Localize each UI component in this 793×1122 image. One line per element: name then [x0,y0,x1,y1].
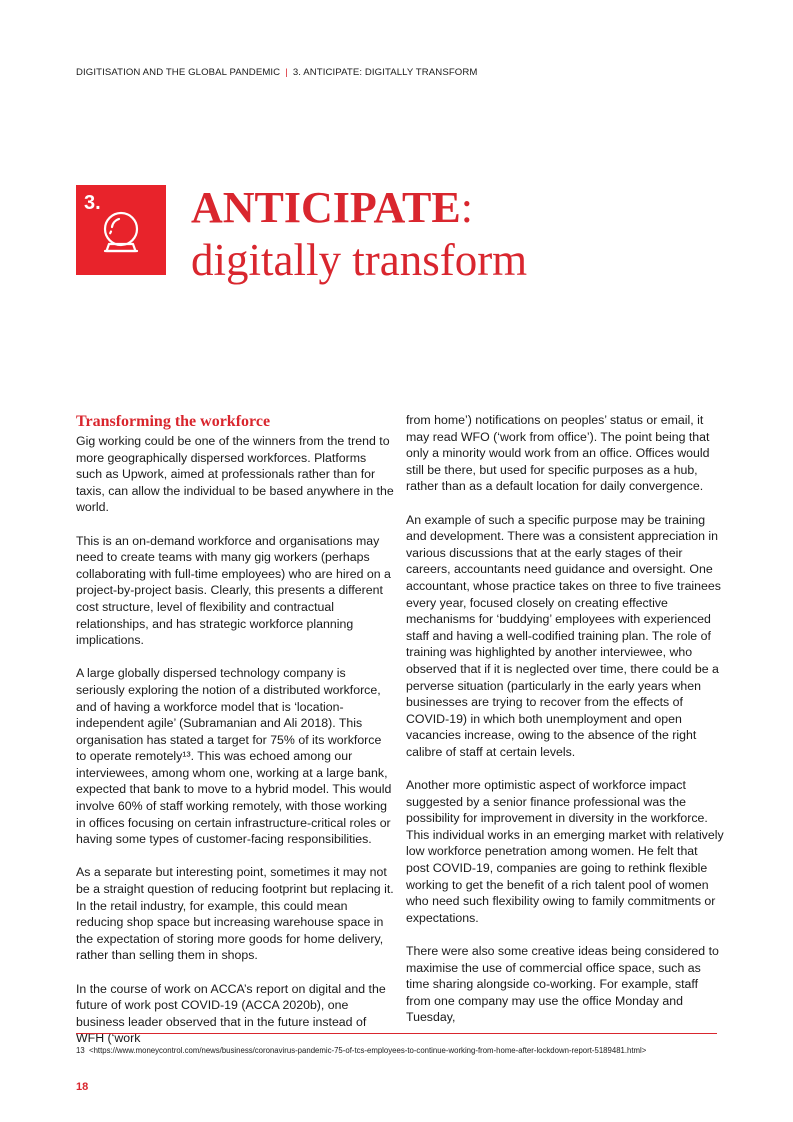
footnote [76,1046,646,1055]
section-heading: Transforming the workforce [76,413,271,430]
chapter-badge [76,185,166,275]
paragraph: from home’) notifications on peoples’ status or email, it may read WFO (‘work from office’). The point being that only a minority would work from an office. Offices would still be there, but used for specific purposes as a hub, rather than as a default location for daily convergence. [406,413,710,494]
paragraph: As a separate but interesting point, sometimes it may not be a straight question of reducing footprint but replacing it. In the retail industry, for example, this could mean reducing shop space but increasing warehouse space in the expectation of storing more goods for home delivery, rather than selling them in shops. [76,865,394,963]
header-separator: | [285,67,288,78]
header-chapter-title: 3. ANTICIPATE: DIGITALLY TRANSFORM [292,67,478,78]
paragraph: There were also some creative ideas being considered to maximise the use of commercial office space, such as time sharing alongside co-working. For example, staff from one company may use the office Monday and Tuesday, [406,944,719,1025]
paragraph: Another more optimistic aspect of workforce impact suggested by a senior finance professional was the possibility for improvement in diversity in the workforce. This individual works in an emerging market with relatively low workforce penetration among women. He felt that post COVID-19, companies are going to rethink flexible working to get the benefit of a rich talent pool of women who need such flexibility owing to family commitments or expectations. [406,778,724,925]
paragraph: An example of such a specific purpose may be training and development. There was a consistent appreciation in various discussions that at the early stages of their careers, accountants need guidance and oversight. One accountant, whose practice takes on three to five trainees every year, focused closely on creating effective mechanisms for ‘buddying’ employees with experienced staff and having a well-codified training plan. The role of training was highlighted by another interviewee, who observed that if it is neglected over time, there could be a perverse situation (particularly in the early years when businesses are trying to recover from the effects of COVID-19) in which both unemployment and open vacancies increase, owing to the absence of the right calibre of staff at certain levels. [406,512,721,759]
page-number: 18 [76,1081,89,1093]
chapter-title-colon: : [460,183,473,232]
paragraph: In the course of work on ACCA’s report on digital and the future of work post COVID-19 (ACCA 2020b), one business leader observed that in the future instead of WFH (‘work [76,981,386,1046]
paragraph: A large globally dispersed technology company is seriously exploring the notion of a distributed workforce, and of having a workforce model that is ‘location-independent agile’ (Subramanian and Ali 2018). This organisation has stated a target for 75% of its workforce to operate remotely¹³. This was echoed among our interviewees, among whom one, working at a large bank, expected that bank to move to a hybrid model. This would involve 60% of staff working remotely, with those working in offices focusing on certain infrastructure-critical roles or having some types of customer-facing responsibilities. [76,666,392,847]
chapter-title [191,183,473,233]
paragraph: This is an on-demand workforce and organisations may need to create teams with many gig workers (perhaps collaborating with full-time employees) who are hired on a project-by-project basis. Clearly, this presents a different cost structure, level of flexibility and contractual relationships, and has strategic workforce planning implications. [76,533,391,648]
footnote-divider [76,1033,717,1034]
chapter-title-main: ANTICIPATE [191,183,461,232]
paragraph: Gig working could be one of the winners from the trend to more geographically dispersed workforces. Platforms such as Upwork, aimed at professionals rather than for taxis, can allow the individual to be based anywhere in the world. [76,434,394,515]
footnote-link[interactable]: <https://www.moneycontrol.com/news/business/coronavirus-pandemic-75-of-tcs-employees-to-continue-working-from-home-after-lockdown-report-5189481.html> [89,1046,647,1055]
chapter-number: 3. [84,192,101,214]
left-column [76,412,394,1064]
crystal-ball-icon [101,207,141,263]
footnote-number: 13 [76,1046,85,1055]
header-section-title: DIGITISATION AND THE GLOBAL PANDEMIC [76,67,281,78]
right-column [406,412,724,1043]
chapter-subtitle: digitally transform [191,235,528,285]
running-header [76,67,477,78]
